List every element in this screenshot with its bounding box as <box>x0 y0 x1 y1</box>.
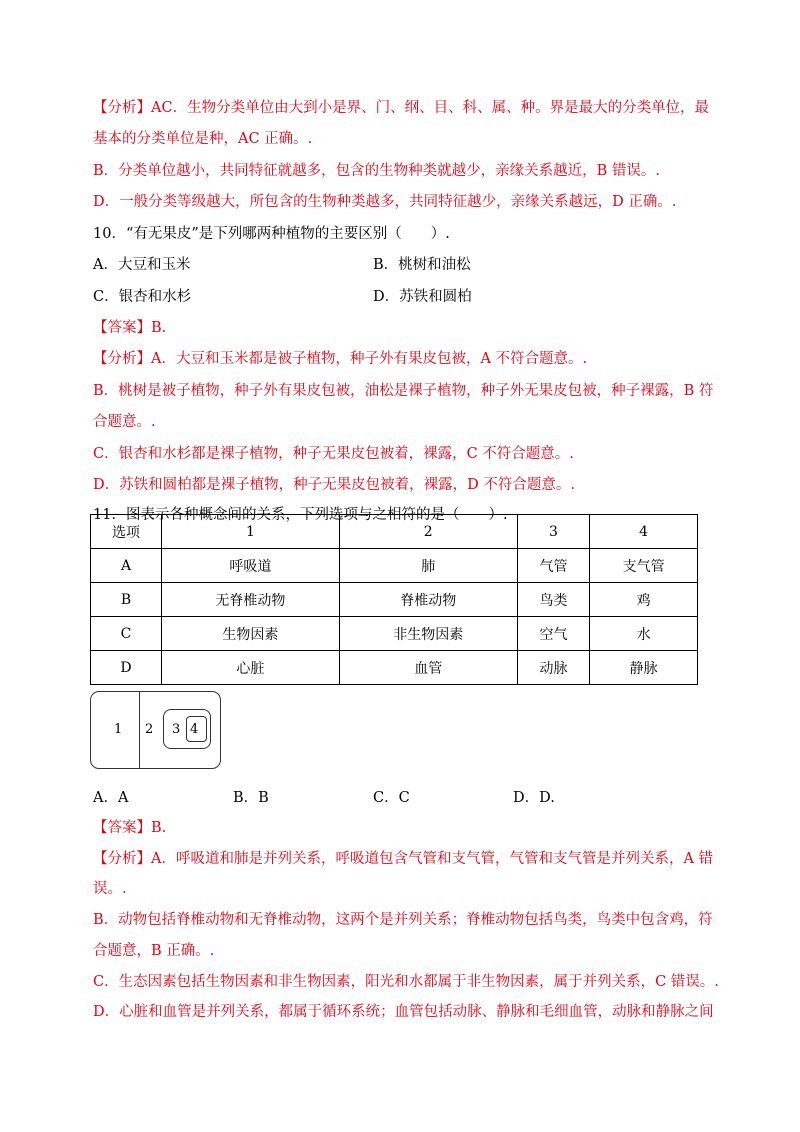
q10-option-c: C．银杏和水杉 <box>93 289 192 305</box>
table-header-cell: 2 <box>339 515 517 549</box>
options-table <box>90 514 698 685</box>
table-cell: 无脊椎动物 <box>162 583 340 617</box>
analysis-11-line-6: D．心脏和血管是并列关系，都属于循环系统；血管包括动脉、静脉和毛细血管，动脉和静脉之间 <box>93 1004 714 1020</box>
table-cell: 心脏 <box>162 651 340 685</box>
table-cell: 鸡 <box>590 583 698 617</box>
concept-label-4: 4 <box>190 722 199 737</box>
table-cell: B <box>91 583 162 617</box>
concept-diagram <box>90 691 221 769</box>
analysis-10-line-2: B．桃树是被子植物，种子外有果皮包被，油松是裸子植物，种子外无果皮包被，种子裸露，B 符 <box>93 383 714 399</box>
analysis-9-line-1: 【分析】AC．生物分类单位由大到小是界、门、纲、目、科、属、种。界是最大的分类单位，最 <box>93 100 710 116</box>
table-cell: 鸟类 <box>517 583 590 617</box>
analysis-9-line-2: 基本的分类单位是种，AC 正确。. <box>93 131 313 147</box>
table-header-cell: 4 <box>590 515 698 549</box>
table-cell: 支气管 <box>590 549 698 583</box>
q11-option-d: D．D. <box>513 790 555 806</box>
analysis-11-line-2: 误。. <box>93 881 127 897</box>
analysis-9-line-4: D．一般分类等级越大，所包含的生物种类越多，共同特征越少，亲缘关系越远，D 正确。. <box>93 194 677 210</box>
q10-option-a: A．大豆和玉米 <box>93 257 191 273</box>
table-cell: 静脉 <box>590 651 698 685</box>
table-cell: 气管 <box>517 549 590 583</box>
table-cell: 肺 <box>339 549 517 583</box>
concept-label-3: 3 <box>172 722 181 737</box>
question-10-stem: 10．“有无果皮”是下列哪两种植物的主要区别（ ）. <box>93 226 450 242</box>
table-header-row <box>91 515 698 549</box>
q11-option-a: A．A <box>93 790 129 806</box>
q10-option-b: B．桃树和油松 <box>373 257 471 273</box>
table-header-cell: 1 <box>162 515 340 549</box>
analysis-10-line-1: 【分析】A．大豆和玉米都是被子植物，种子外有果皮包被，A 不符合题意。. <box>93 351 588 367</box>
table-cell: 非生物因素 <box>339 617 517 651</box>
table-cell: A <box>91 549 162 583</box>
answer-11: 【答案】B. <box>93 820 167 836</box>
concept-divider <box>139 691 140 769</box>
table-cell: 呼吸道 <box>162 549 340 583</box>
table-cell: 空气 <box>517 617 590 651</box>
analysis-11-line-5: C．生态因素包括生物因素和非生物因素，阳光和水都属于非生物因素，属于并列关系，C 错误。. <box>93 974 719 990</box>
table-cell: 生物因素 <box>162 617 340 651</box>
table-row <box>91 583 698 617</box>
table-cell: D <box>91 651 162 685</box>
answer-10: 【答案】B. <box>93 320 167 336</box>
concept-label-1: 1 <box>114 722 123 737</box>
q11-option-c: C．C <box>373 790 410 806</box>
table-cell: 血管 <box>339 651 517 685</box>
q11-option-b: B．B <box>233 790 269 806</box>
analysis-10-line-4: C．银杏和水杉都是裸子植物，种子无果皮包被着，裸露，C 不符合题意。. <box>93 446 574 462</box>
analysis-10-line-5: D．苏铁和圆柏都是裸子植物，种子无果皮包被着，裸露，D 不符合题意。. <box>93 477 575 493</box>
analysis-11-line-1: 【分析】A．呼吸道和肺是并列关系，呼吸道包含气管和支气管，气管和支气管是并列关系，A 错 <box>93 851 714 867</box>
table-cell: 脊椎动物 <box>339 583 517 617</box>
table-row <box>91 617 698 651</box>
table-cell: 动脉 <box>517 651 590 685</box>
table-header-cell: 选项 <box>91 515 162 549</box>
concept-label-2: 2 <box>145 722 154 737</box>
analysis-11-line-4: 合题意，B 正确。. <box>93 943 215 959</box>
analysis-9-line-3: B．分类单位越小，共同特征就越多，包含的生物种类就越少，亲缘关系越近，B 错误。. <box>93 163 661 179</box>
table-row <box>91 549 698 583</box>
table-cell: C <box>91 617 162 651</box>
question-11-stem: 11．图表示各种概念间的关系，下列选项与之相符的是（ ）. <box>93 507 508 523</box>
table-cell: 水 <box>590 617 698 651</box>
analysis-10-line-3: 合题意。. <box>93 414 156 430</box>
analysis-11-line-3: B．动物包括脊椎动物和无脊椎动物，这两个是并列关系；脊椎动物包括鸟类，鸟类中包含鸡，符 <box>93 912 713 928</box>
q10-option-d: D．苏铁和圆柏 <box>373 289 472 305</box>
table-row <box>91 651 698 685</box>
table-header-cell: 3 <box>517 515 590 549</box>
